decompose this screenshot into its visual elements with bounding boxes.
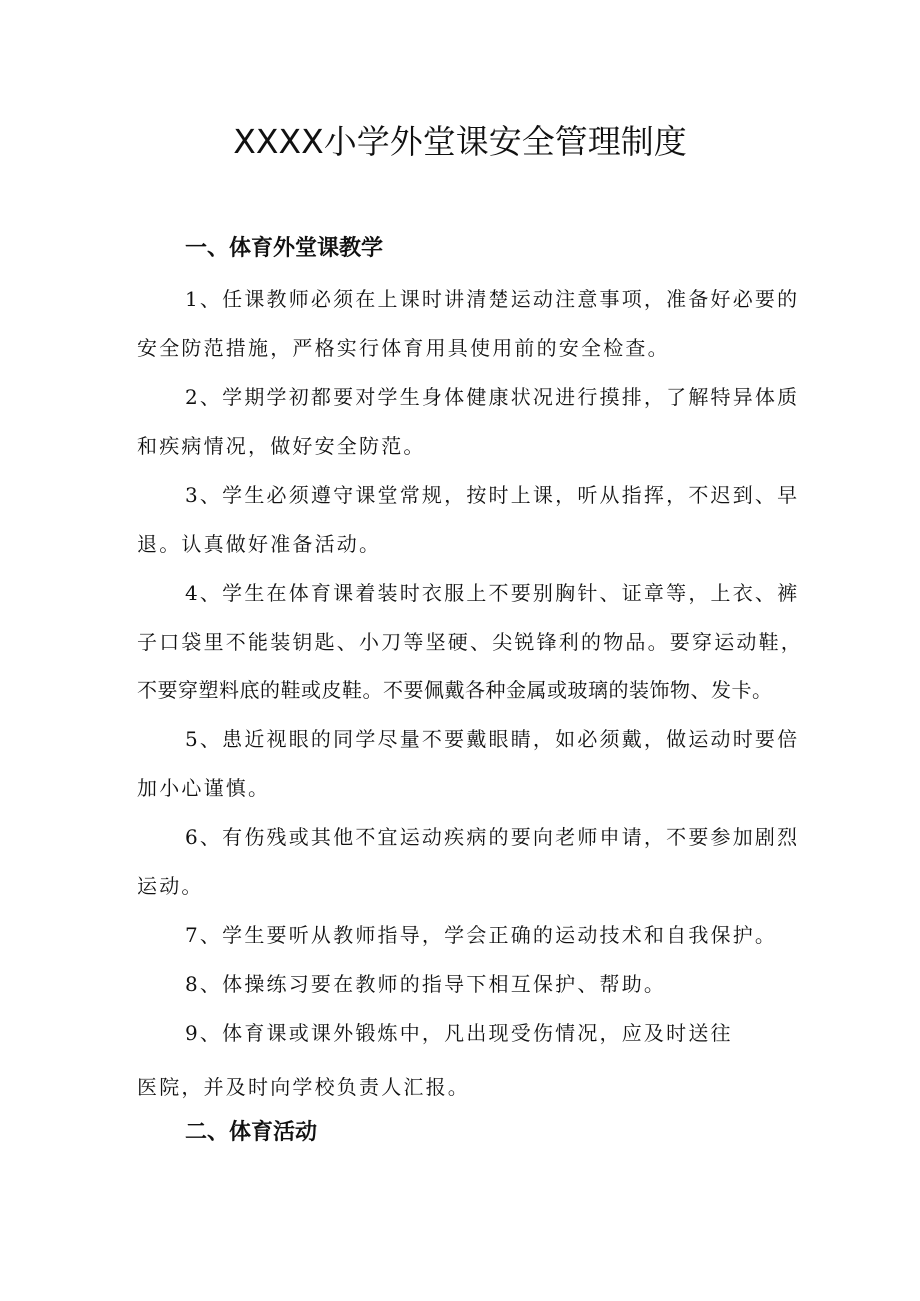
paragraph-line: 2、学期学初都要对学生身体健康状况进行摸排，了解特异体质 (185, 385, 800, 409)
paragraph-line: 子口袋里不能装钥匙、小刀等坚硬、尖锐锋利的物品。要穿运动鞋， (137, 630, 803, 654)
paragraph-line: 加小心谨慎。 (137, 776, 271, 800)
paragraph-line: 不要穿塑料底的鞋或皮鞋。不要佩戴各种金属或玻璃的装饰物、发卡。 (137, 678, 773, 702)
paragraph-line: 4、学生在体育课着装时衣服上不要别胸针、证章等，上衣、裤 (185, 581, 800, 605)
paragraph-line: 安全防范措施，严格实行体育用具使用前的安全检查。 (137, 336, 670, 360)
paragraph-line: 9、体育课或课外锻炼中，凡出现受伤情况，应及时送往 (185, 1021, 733, 1045)
paragraph-line: 8、体操练习要在教师的指导下相互保护、帮助。 (185, 972, 667, 996)
paragraph-line: 医院，并及时向学校负责人汇报。 (137, 1075, 470, 1099)
document-title: XXXX小学外堂课安全管理制度 (233, 122, 687, 161)
section-heading-2: 二、体育活动 (185, 1120, 318, 1145)
paragraph-line: 7、学生要听从教师指导，学会正确的运动技术和自我保护。 (185, 923, 778, 947)
section-heading-1: 一、体育外堂课教学 (185, 236, 384, 261)
paragraph-line: 5、患近视眼的同学尽量不要戴眼睛，如必须戴，做运动时要倍 (185, 727, 800, 751)
paragraph-line: 退。认真做好准备活动。 (137, 532, 382, 556)
paragraph-line: 运动。 (137, 874, 204, 898)
paragraph-line: 6、有伤残或其他不宜运动疾病的要向老师申请，不要参加剧烈 (185, 825, 800, 849)
paragraph-line: 和疾病情况，做好安全防范。 (137, 434, 426, 458)
paragraph-line: 3、学生必须遵守课堂常规，按时上课，听从指挥，不迟到、早 (185, 483, 800, 507)
paragraph-line: 1、任课教师必须在上课时讲清楚运动注意事项，准备好必要的 (185, 287, 800, 311)
